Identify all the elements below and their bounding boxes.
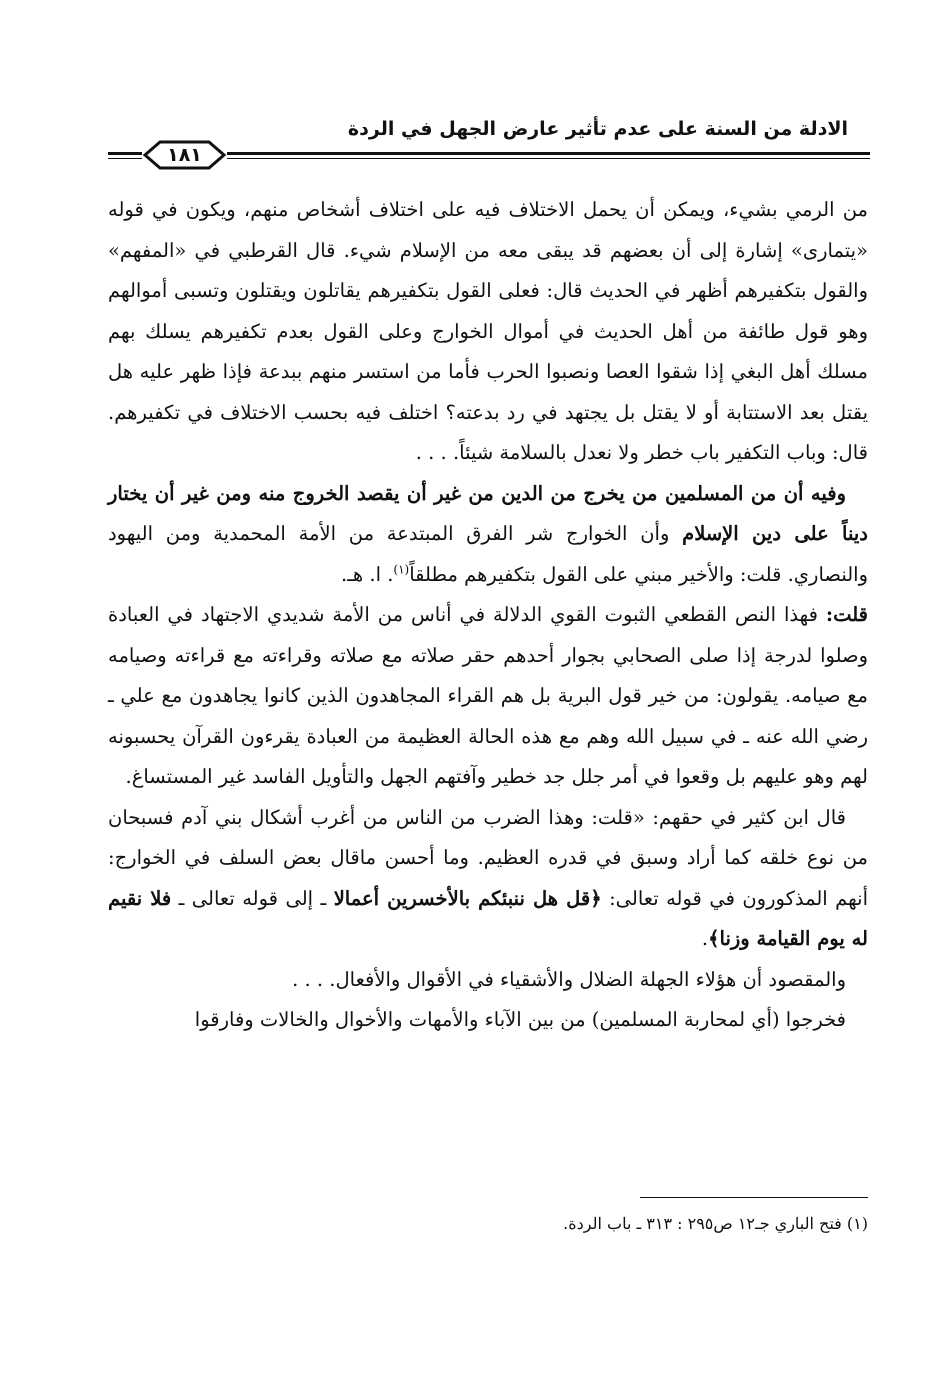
body-text — [108, 190, 868, 1041]
paragraph-3 — [108, 595, 868, 798]
paragraph-2-text: وأن الخوارج شر الفرق المبتدعة من الأمة المحمدية ومن اليهود والنصاري. قلت: والأخير مبني على القول بتكفيرهم مطلقاً — [108, 522, 868, 586]
quran-quote-2: فلا نقيم له يوم القيامة وزنا﴾ — [108, 886, 868, 950]
page-number: ١٨١ — [167, 144, 202, 166]
paragraph-4-end: . — [701, 927, 709, 950]
running-title: الادلة من السنة على عدم تأثير عارض الجهل في الردة — [347, 118, 848, 140]
header-rule-left-thin — [108, 158, 142, 159]
paragraph-6: فخرجوا (أي لمحاربة المسلمين) من بين الآباء والأمهات والأخوال والخالات وفارقوا — [194, 1008, 846, 1031]
header-rule-thin — [227, 158, 870, 159]
paragraph-4-mid: ـ إلى قوله تعالى ـ — [171, 886, 334, 910]
header-rule-left — [108, 152, 142, 155]
quran-quote-1: ﴿قل هل ننبئكم بالأخسرين أعمالا — [333, 886, 602, 910]
paragraph-4-text: قال ابن كثير في حقهم: «قلت: وهذا الضرب من الناس من أغرب أشكال بني آدم فسبحان من نوع خلقه كما أراد وسبق في قدره العظيم. وما أحسن ماقال بعض السلف في الخوارج: أنهم المذكورون في قوله تعالى: — [108, 805, 868, 910]
paragraph-3-text: فهذا النص القطعي الثبوت القوي الدلالة في أناس من الأمة شديدي الاجتهاد في العبادة وصلوا لدرجة إذا صلى الصحابي بجوار أحدهم حقر صلاته مع صلاته وقراءته مع قراءته وصيامه مع صيامه. يقولون: من خير قول البرية بل هم القراء المجاهدون الذين كانوا يجاهدون مع علي ـ رضي الله عنه ـ في سبيل الله وهم مع هذه الحالة العظيمة من العبادة يقرءون القرآن يحسبونه لهم وهو عليهم بل وقعوا في أمر جلل جد خطير وآفتهم الجهل والتأويل الفاسد غير المستساغ. — [108, 603, 868, 788]
header-rule — [227, 152, 870, 155]
paragraph-2-bold: وفيه أن من المسلمين من يخرج من الدين من غير أن يقصد الخروج منه ومن غير أن يختار ديناً على دين الإسلام — [108, 481, 868, 545]
paragraph-5: والمقصود أن هؤلاء الجهلة الضلال والأشقياء في الأقوال والأفعال. . . . — [292, 967, 846, 991]
footnote-ref: (١) — [393, 562, 410, 576]
footnote-rule — [640, 1197, 868, 1198]
paragraph-3-label: قلت: — [825, 603, 868, 626]
footnote: (١) فتح الباري جـ١٢ ص٢٩٥ : ٣١٣ ـ باب الردة. — [563, 1214, 868, 1233]
paragraph-2 — [108, 474, 868, 596]
paragraph-1: من الرمي بشيء، ويمكن أن يحمل الاختلاف فيه على اختلاف أشخاص منهم، ويكون في قوله «يتمارى» إشارة إلى أن بعضهم قد يبقى معه من الإسلام شيء. قال القرطبي في «المفهم» والقول بتكفيرهم أظهر في الحديث قال: فعلى القول بتكفيرهم يقاتلون ويقتلون وتسبى أموالهم وهو قول طائفة من أهل الحديث في أموال الخوارج وعلى القول بعدم تكفيرهم يسلك بهم مسلك أهل البغي إذا شقوا العصا ونصبوا الحرب فأما من استسر منهم ببدعة فإذا ظهر عليه هل يقتل بعد الاستتابة أو لا يقتل بل يجتهد في رد بدعته؟ اختلف فيه بحسب الاختلاف في تكفيرهم. قال: وباب التكفير باب خطر ولا نعدل بالسلامة شيئاً. . . . — [108, 198, 868, 464]
paragraph-4 — [108, 798, 868, 960]
paragraph-2-end: . ا. هـ. — [341, 562, 394, 586]
